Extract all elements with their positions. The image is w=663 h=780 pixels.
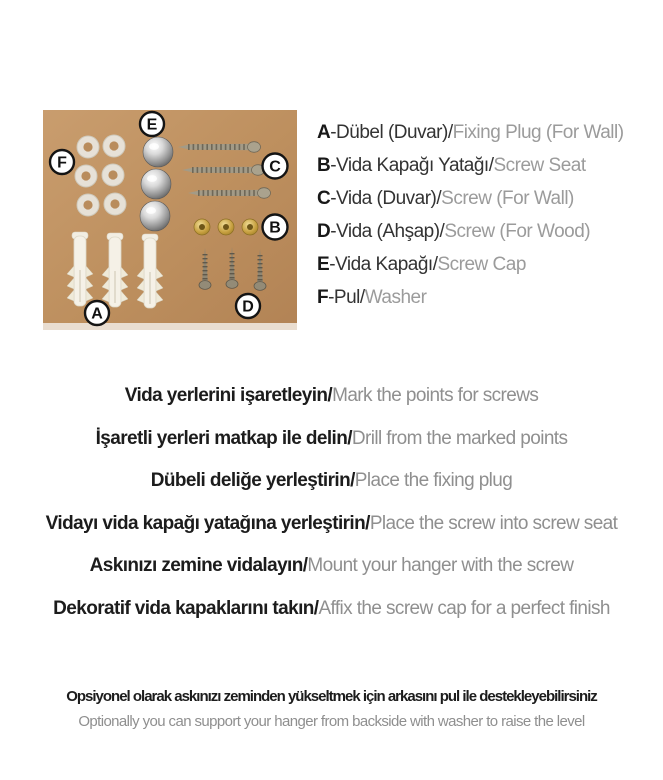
label-a-text: A (91, 305, 103, 323)
legend-turkish: -Vida Kapağı/ (329, 254, 438, 275)
note-turkish: Opsiyonel olarak askınızı zeminden yükseltmek için arkasını pul ile destekleyebilirsiniz (66, 688, 597, 705)
instruction-step-6 (0, 588, 663, 631)
cardboard-edge (43, 323, 297, 330)
legend-letter: F (317, 287, 329, 308)
parts-legend (317, 116, 624, 314)
instruction-step-5 (0, 545, 663, 588)
instruction-step-1 (0, 375, 663, 418)
label-d (236, 294, 260, 318)
legend-turkish: -Vida (Duvar)/ (330, 188, 442, 209)
label-e-text: E (146, 116, 158, 134)
label-d-text: D (242, 298, 254, 316)
legend-turkish: -Vida (Ahşap)/ (330, 221, 445, 242)
optional-note (0, 684, 663, 734)
legend-item-f (317, 281, 624, 314)
legend-letter: D (317, 221, 331, 242)
instruction-step-4 (0, 503, 663, 546)
step-turkish: İşaretli yerleri matkap ile delin/ (95, 427, 352, 449)
label-f-text: F (57, 154, 67, 172)
instruction-step-2 (0, 418, 663, 461)
label-c-text: C (269, 158, 281, 176)
note-english: Optionally you can support your hanger from backside with washer to raise the level (78, 713, 585, 730)
legend-english: Screw (For Wall) (441, 188, 574, 209)
label-b (263, 215, 288, 240)
screw-seats-group (194, 219, 258, 235)
step-turkish: Vida yerlerini işaretleyin/ (124, 385, 333, 406)
legend-turkish: -Vida Kapağı Yatağı/ (330, 155, 494, 176)
step-turkish: Vidayı vida kapağı yatağına yerleştirin/ (45, 512, 370, 534)
legend-turkish: -Dübel (Duvar)/ (330, 122, 453, 143)
label-f (50, 150, 74, 174)
instruction-step-3 (0, 460, 663, 503)
label-b-text: B (269, 219, 281, 237)
legend-letter: E (317, 254, 330, 275)
legend-item-a (317, 116, 624, 149)
label-e (140, 112, 164, 136)
wall-plugs-group (67, 232, 163, 308)
step-english: Mark the points for screws (332, 385, 539, 406)
legend-letter: B (317, 155, 331, 176)
parts-photo-svg (43, 110, 297, 330)
label-c (263, 154, 288, 179)
legend-english: Screw Cap (437, 254, 526, 275)
legend-item-b (317, 149, 624, 182)
parts-photo (43, 110, 297, 330)
legend-item-d (317, 215, 624, 248)
step-turkish: Dübeli deliğe yerleştirin/ (150, 470, 355, 492)
legend-item-c (317, 182, 624, 215)
legend-english: Washer (364, 287, 427, 308)
label-a (85, 301, 109, 325)
legend-item-e (317, 248, 624, 281)
step-turkish: Askınızı zemine vidalayın/ (89, 555, 308, 577)
legend-english: Screw (For Wood) (444, 221, 591, 242)
screw-caps-group (140, 137, 173, 231)
step-english: Drill from the marked points (351, 427, 568, 449)
step-turkish: Dekoratif vida kapaklarını takın/ (53, 597, 319, 619)
legend-english: Screw Seat (493, 155, 586, 176)
step-english: Affix the screw cap for a perfect finish (318, 597, 610, 619)
legend-turkish: -Pul/ (328, 287, 365, 308)
step-english: Place the fixing plug (354, 470, 513, 492)
step-english: Mount your hanger with the screw (307, 555, 574, 577)
instruction-steps (0, 375, 663, 631)
legend-letter: A (317, 122, 331, 143)
legend-english: Fixing Plug (For Wall) (452, 122, 624, 143)
step-english: Place the screw into screw seat (369, 512, 618, 534)
legend-letter: C (317, 188, 331, 209)
